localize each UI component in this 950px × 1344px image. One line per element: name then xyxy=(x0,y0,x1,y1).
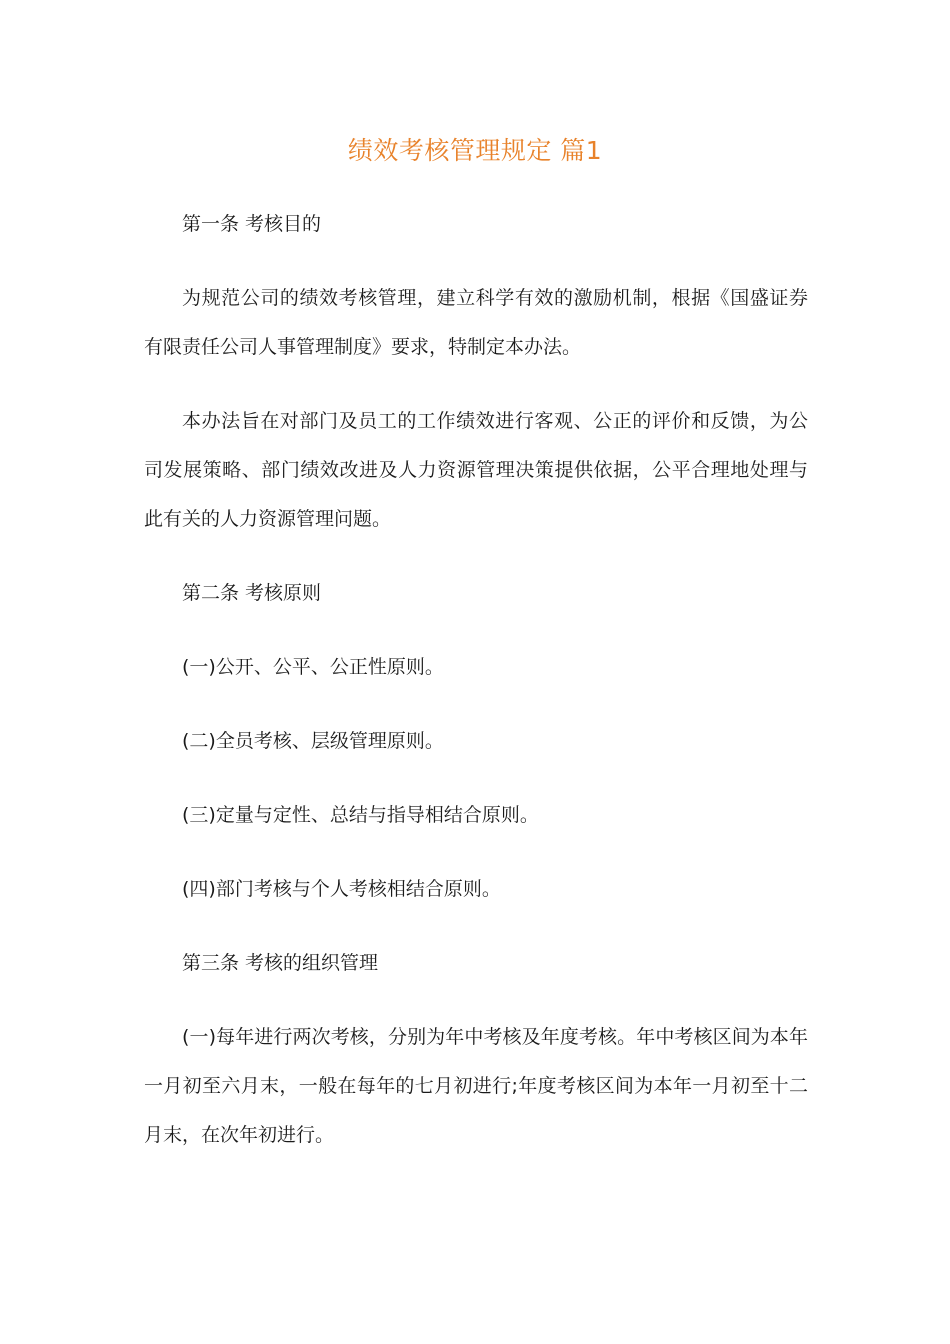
body-paragraph: (一)每年进行两次考核，分别为年中考核及年度考核。年中考核区间为本年一月初至六月末，一般在每年的七月初进行;年度考核区间为本年一月初至十二月末，在次年初进行。 xyxy=(144,1026,808,1146)
document-title: 绩效考核管理规定 篇1 xyxy=(347,136,603,165)
list-item: (一)公开、公平、公正性原则。 xyxy=(182,656,444,678)
document-body xyxy=(144,200,808,1160)
body-paragraph: 为规范公司的绩效考核管理，建立科学有效的激励机制，根据《国盛证券有限责任公司人事管理制度》要求，特制定本办法。 xyxy=(144,287,808,358)
article-heading: 第二条 考核原则 xyxy=(182,582,322,604)
article-heading: 第一条 考核目的 xyxy=(182,213,322,235)
list-item: (四)部门考核与个人考核相结合原则。 xyxy=(182,878,501,900)
list-item: (三)定量与定性、总结与指导相结合原则。 xyxy=(182,804,539,826)
body-paragraph: 本办法旨在对部门及员工的工作绩效进行客观、公正的评价和反馈，为公司发展策略、部门绩效改进及人力资源管理决策提供依据，公平合理地处理与此有关的人力资源管理问题。 xyxy=(144,410,808,530)
list-item: (二)全员考核、层级管理原则。 xyxy=(182,730,444,752)
article-heading: 第三条 考核的组织管理 xyxy=(182,952,379,974)
